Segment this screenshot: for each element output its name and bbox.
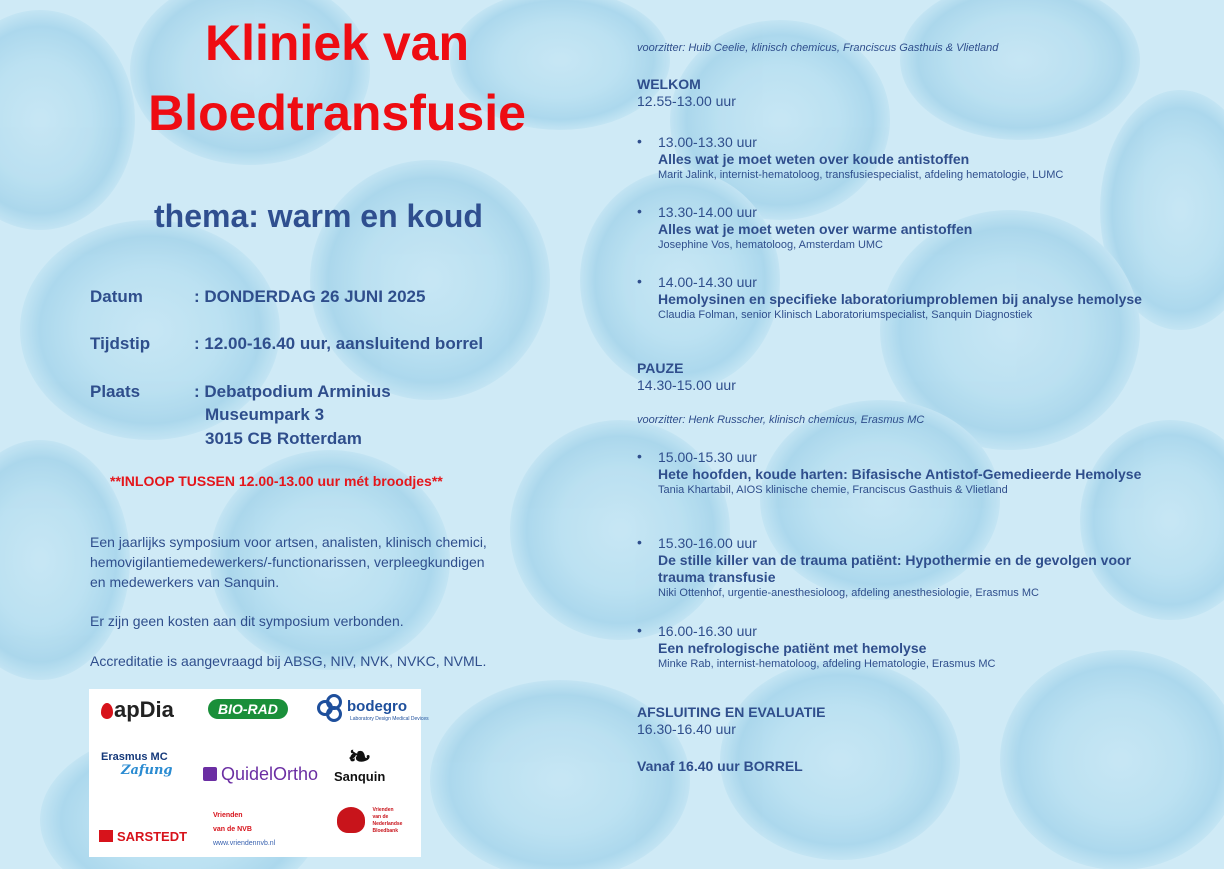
welcome-time: 12.55-13.00 uur xyxy=(637,93,736,109)
session-time: 13.00-13.30 uur xyxy=(658,134,757,150)
sanquin-logo-text: Sanquin xyxy=(334,769,386,784)
bodegro-logo xyxy=(317,694,429,722)
sarstedt-logo-text: SARSTEDT xyxy=(117,829,188,844)
blood-drop-heart-icon xyxy=(337,807,365,833)
drop-icon xyxy=(101,703,113,719)
bullet-icon: • xyxy=(637,203,642,219)
vb-line3: Nederlandse xyxy=(372,821,403,827)
vrienden-line1: Vrienden xyxy=(213,812,243,819)
costs-note: Er zijn geen kosten aan dit symposium verbonden. xyxy=(90,613,404,629)
quidelortho-icon xyxy=(203,767,217,781)
audience-line2: hemovigilantiemedewerkers/-functionarissen, verpleegkundigen xyxy=(90,554,485,570)
event-title-line1: Kliniek van xyxy=(205,15,469,71)
erasmus-mc-logo xyxy=(101,751,173,778)
vrienden-bloedbank-logo xyxy=(337,807,402,838)
chair-1: voorzitter: Huib Ceelie, klinisch chemicus, Franciscus Gasthuis & Vlietland xyxy=(637,42,999,54)
session-speaker: Minke Rab, internist-hematoloog, afdeling Hematologie, Erasmus MC xyxy=(658,658,996,670)
session-speaker: Marit Jalink, internist-hematoloog, transfusiespecialist, afdeling hematologie, LUMC xyxy=(658,169,1064,181)
borrel-note: Vanaf 16.40 uur BORREL xyxy=(637,758,803,774)
time-value: : 12.00-16.40 uur, aansluitend borrel xyxy=(194,334,484,353)
closing-time: 16.30-16.40 uur xyxy=(637,721,736,737)
accreditation-note: Accreditatie is aangevraagd bij ABSG, NIV, NVK, NVKC, NVML. xyxy=(90,653,487,669)
session-title: Alles wat je moet weten over warme antistoffen xyxy=(658,221,973,237)
biorad-logo: BIO-RAD xyxy=(208,699,288,719)
session-time: 15.00-15.30 uur xyxy=(658,449,757,465)
pelican-icon: ❧ xyxy=(347,741,372,772)
session-time: 13.30-14.00 uur xyxy=(658,204,757,220)
date-value: : DONDERDAG 26 JUNI 2025 xyxy=(194,287,426,306)
time-label: Tijdstip xyxy=(90,334,151,353)
session-title: Alles wat je moet weten over koude antistoffen xyxy=(658,151,970,167)
session-title: Hemolysinen en specifieke laboratoriumproblemen bij analyse hemolyse xyxy=(658,291,1142,307)
bullet-icon: • xyxy=(637,273,642,289)
date-label: Datum xyxy=(90,287,143,306)
sanquin-logo xyxy=(334,741,386,784)
sarstedt-logo xyxy=(99,829,187,844)
vb-line1: Vrienden xyxy=(372,807,394,813)
session-speaker: Niki Ottenhof, urgentie-anesthesioloog, afdeling anesthesiologie, Erasmus MC xyxy=(658,587,1039,599)
bodegro-logo-text: bodegro xyxy=(347,697,407,715)
place-line2: Museumpark 3 xyxy=(205,405,325,424)
vb-line4: Bloedbank xyxy=(372,828,399,834)
session-time: 16.00-16.30 uur xyxy=(658,623,757,639)
session-time: 15.30-16.00 uur xyxy=(658,535,757,551)
bullet-icon: • xyxy=(637,534,642,550)
bodegro-tagline: Laboratory Design Medical Devices xyxy=(350,716,429,722)
chair-2: voorzitter: Henk Russcher, klinisch chemicus, Erasmus MC xyxy=(637,414,925,426)
session-2 xyxy=(637,203,1177,253)
apdia-logo xyxy=(101,697,174,723)
erasmus-mc-text: Erasmus MC xyxy=(101,751,168,763)
session-4 xyxy=(637,448,1177,498)
walk-in-notice: **INLOOP TUSSEN 12.00-13.00 uur mét broodjes** xyxy=(110,473,443,489)
bodegro-circles-icon xyxy=(317,694,347,718)
session-speaker: Josephine Vos, hematoloog, Amsterdam UMC xyxy=(658,239,884,251)
session-title: Hete hoofden, koude harten: Bifasische Antistof-Gemedieerde Hemolyse xyxy=(658,466,1142,482)
bullet-icon: • xyxy=(637,622,642,638)
audience-line3: en medewerkers van Sanquin. xyxy=(90,574,280,590)
quidelortho-logo xyxy=(203,764,318,785)
session-title: De stille killer van de trauma patiënt: Hypothermie en de gevolgen voor trauma transfusie xyxy=(658,552,1132,585)
bullet-icon: • xyxy=(637,133,642,149)
apdia-logo-text: apDia xyxy=(114,697,174,722)
erasmus-mc-script: Zafung xyxy=(121,763,173,778)
event-theme: thema: warm en koud xyxy=(154,198,483,234)
session-speaker: Tania Khartabil, AIOS klinische chemie, Franciscus Gasthuis & Vlietland xyxy=(658,484,1008,496)
pause-heading: PAUZE xyxy=(637,360,684,376)
session-3 xyxy=(637,273,1177,323)
event-title-line2: Bloedtransfusie xyxy=(148,85,526,141)
session-6 xyxy=(637,622,1177,672)
vrienden-url: www.vriendennvb.nl xyxy=(213,840,276,847)
bullet-icon: • xyxy=(637,448,642,464)
vrienden-nvb-logo xyxy=(213,809,275,851)
audience-line1: Een jaarlijks symposium voor artsen, analisten, klinisch chemici, xyxy=(90,534,487,550)
sarstedt-icon xyxy=(99,830,113,842)
vrienden-bloedbank-text xyxy=(372,807,402,835)
session-1 xyxy=(637,133,1177,183)
welcome-heading: WELKOM xyxy=(637,76,701,92)
place-label: Plaats xyxy=(90,382,141,401)
session-time: 14.00-14.30 uur xyxy=(658,274,757,290)
place-line3: 3015 CB Rotterdam xyxy=(205,429,362,448)
closing-heading: AFSLUITING EN EVALUATIE xyxy=(637,704,826,720)
session-title: Een nefrologische patiënt met hemolyse xyxy=(658,640,927,656)
pause-time: 14.30-15.00 uur xyxy=(637,377,736,393)
vb-line2: van de xyxy=(372,814,389,820)
session-speaker: Claudia Folman, senior Klinisch Laboratoriumspecialist, Sanquin Diagnostiek xyxy=(658,309,1033,321)
session-5 xyxy=(637,534,1157,601)
place-line1: : Debatpodium Arminius xyxy=(194,382,391,401)
vrienden-line2: van de NVB xyxy=(213,826,252,833)
sponsor-logos xyxy=(89,689,429,857)
audience-description xyxy=(90,532,530,592)
quidelortho-logo-text: QuidelOrtho xyxy=(221,764,319,784)
